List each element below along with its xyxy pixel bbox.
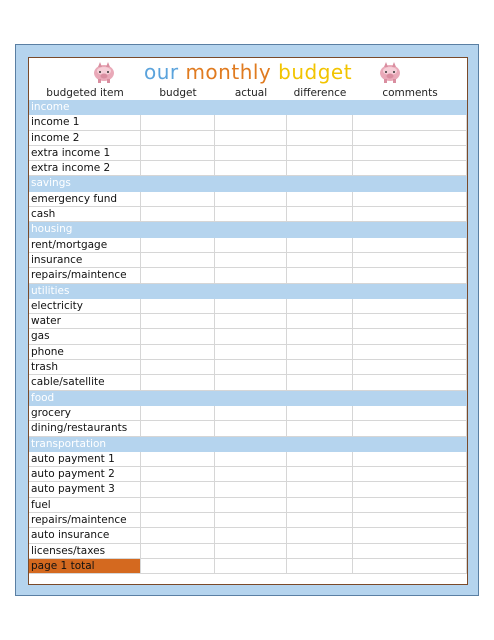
actual-cell xyxy=(215,192,287,206)
budget-cell xyxy=(141,437,215,451)
comments-cell xyxy=(353,207,467,221)
budget-cell xyxy=(141,131,215,145)
category-row xyxy=(29,437,467,452)
comments-cell xyxy=(353,544,467,558)
actual-cell xyxy=(215,559,287,573)
item-label: extra income 2 xyxy=(29,161,141,175)
actual-cell xyxy=(215,467,287,481)
actual-cell xyxy=(215,544,287,558)
table-row xyxy=(29,115,467,130)
item-label: phone xyxy=(29,345,141,359)
budget-cell xyxy=(141,192,215,206)
item-label: auto insurance xyxy=(29,528,141,542)
column-header-difference: difference xyxy=(293,87,347,99)
comments-cell xyxy=(353,268,467,282)
table-row xyxy=(29,498,467,513)
comments-cell xyxy=(353,406,467,420)
item-label: page 1 total xyxy=(29,559,141,573)
budget-cell xyxy=(141,482,215,496)
difference-cell xyxy=(287,421,353,435)
difference-cell xyxy=(287,161,353,175)
table-row xyxy=(29,345,467,360)
budget-cell xyxy=(141,375,215,389)
item-label: income 2 xyxy=(29,131,141,145)
item-label: income 1 xyxy=(29,115,141,129)
difference-cell xyxy=(287,314,353,328)
category-row xyxy=(29,284,467,299)
difference-cell xyxy=(287,238,353,252)
table-row xyxy=(29,467,467,482)
category-row xyxy=(29,391,467,406)
difference-cell xyxy=(287,329,353,343)
difference-cell xyxy=(287,345,353,359)
column-header-row xyxy=(29,86,467,101)
item-label: grocery xyxy=(29,406,141,420)
category-label: food xyxy=(31,391,55,404)
item-label: water xyxy=(29,314,141,328)
difference-cell xyxy=(287,115,353,129)
difference-cell xyxy=(287,544,353,558)
difference-cell xyxy=(287,100,353,114)
actual-cell xyxy=(215,238,287,252)
comments-cell xyxy=(353,528,467,542)
budget-cell xyxy=(141,161,215,175)
item-label: repairs/maintence xyxy=(29,268,141,282)
budget-cell xyxy=(141,513,215,527)
item-label: electricity xyxy=(29,299,141,313)
difference-cell xyxy=(287,299,353,313)
column-header-comments: comments xyxy=(382,87,438,99)
budget-sheet xyxy=(28,57,468,585)
actual-cell xyxy=(215,115,287,129)
budget-cell xyxy=(141,115,215,129)
table-row xyxy=(29,268,467,283)
budget-cell xyxy=(141,391,215,405)
comments-cell xyxy=(353,513,467,527)
budget-cell xyxy=(141,544,215,558)
difference-cell xyxy=(287,559,353,573)
item-label: trash xyxy=(29,360,141,374)
item-label: cable/satellite xyxy=(29,375,141,389)
actual-cell xyxy=(215,146,287,160)
item-label: extra income 1 xyxy=(29,146,141,160)
comments-cell xyxy=(353,161,467,175)
comments-cell xyxy=(353,299,467,313)
comments-cell xyxy=(353,284,467,298)
table-row xyxy=(29,299,467,314)
item-label: gas xyxy=(29,329,141,343)
difference-cell xyxy=(287,452,353,466)
budget-cell xyxy=(141,299,215,313)
comments-cell xyxy=(353,222,467,236)
difference-cell xyxy=(287,406,353,420)
category-label: utilities xyxy=(31,284,70,297)
table-row xyxy=(29,406,467,421)
budget-cell xyxy=(141,207,215,221)
category-row xyxy=(29,176,467,191)
comments-cell xyxy=(353,482,467,496)
difference-cell xyxy=(287,482,353,496)
comments-cell xyxy=(353,238,467,252)
actual-cell xyxy=(215,498,287,512)
difference-cell xyxy=(287,498,353,512)
comments-cell xyxy=(353,391,467,405)
actual-cell xyxy=(215,268,287,282)
column-header-item: budgeted item xyxy=(46,87,124,99)
table-row xyxy=(29,238,467,253)
category-row xyxy=(29,222,467,237)
budget-cell xyxy=(141,222,215,236)
difference-cell xyxy=(287,391,353,405)
difference-cell xyxy=(287,528,353,542)
budget-cell xyxy=(141,253,215,267)
column-header-budget: budget xyxy=(159,87,197,99)
budget-cell xyxy=(141,284,215,298)
budget-cell xyxy=(141,406,215,420)
table-row xyxy=(29,161,467,176)
table-row xyxy=(29,482,467,497)
table-row xyxy=(29,421,467,436)
actual-cell xyxy=(215,329,287,343)
title-part: our xyxy=(143,60,179,84)
piggy-bank-icon xyxy=(377,61,403,83)
comments-cell xyxy=(353,452,467,466)
category-row xyxy=(29,100,467,115)
item-label: cash xyxy=(29,207,141,221)
budget-cell xyxy=(141,498,215,512)
table-row xyxy=(29,513,467,528)
comments-cell xyxy=(353,131,467,145)
actual-cell xyxy=(215,161,287,175)
budget-cell xyxy=(141,329,215,343)
comments-cell xyxy=(353,329,467,343)
category-label: income xyxy=(31,101,70,113)
table-row xyxy=(29,360,467,375)
actual-cell xyxy=(215,176,287,190)
difference-cell xyxy=(287,513,353,527)
comments-cell xyxy=(353,146,467,160)
comments-cell xyxy=(353,421,467,435)
comments-cell xyxy=(353,375,467,389)
item-label: insurance xyxy=(29,253,141,267)
difference-cell xyxy=(287,437,353,451)
actual-cell xyxy=(215,391,287,405)
difference-cell xyxy=(287,253,353,267)
table-row xyxy=(29,452,467,467)
difference-cell xyxy=(287,207,353,221)
actual-cell xyxy=(215,513,287,527)
comments-cell xyxy=(353,115,467,129)
difference-cell xyxy=(287,176,353,190)
budget-cell xyxy=(141,452,215,466)
actual-cell xyxy=(215,482,287,496)
item-label: dining/restaurants xyxy=(29,421,141,435)
actual-cell xyxy=(215,253,287,267)
budget-cell xyxy=(141,314,215,328)
category-label: housing xyxy=(31,223,73,236)
comments-cell xyxy=(353,176,467,190)
table-row xyxy=(29,528,467,543)
comments-cell xyxy=(353,437,467,451)
title-part: budget xyxy=(271,60,353,84)
comments-cell xyxy=(353,498,467,512)
table-row xyxy=(29,329,467,344)
actual-cell xyxy=(215,131,287,145)
budget-cell xyxy=(141,528,215,542)
budget-cell xyxy=(141,345,215,359)
actual-cell xyxy=(215,421,287,435)
comments-cell xyxy=(353,192,467,206)
actual-cell xyxy=(215,314,287,328)
difference-cell xyxy=(287,375,353,389)
budget-table xyxy=(29,100,467,574)
difference-cell xyxy=(287,360,353,374)
table-row xyxy=(29,192,467,207)
comments-cell xyxy=(353,100,467,114)
difference-cell xyxy=(287,268,353,282)
table-row xyxy=(29,131,467,146)
budget-cell xyxy=(141,559,215,573)
actual-cell xyxy=(215,452,287,466)
item-label: rent/mortgage xyxy=(29,238,141,252)
table-row xyxy=(29,375,467,390)
title-row xyxy=(29,58,467,86)
title-part: monthly xyxy=(178,60,272,84)
difference-cell xyxy=(287,222,353,236)
item-label: repairs/maintence xyxy=(29,513,141,527)
actual-cell xyxy=(215,360,287,374)
actual-cell xyxy=(215,222,287,236)
total-row xyxy=(29,559,467,574)
actual-cell xyxy=(215,528,287,542)
table-row xyxy=(29,253,467,268)
item-label: auto payment 1 xyxy=(29,452,141,466)
budget-cell xyxy=(141,146,215,160)
comments-cell xyxy=(353,559,467,573)
item-label: fuel xyxy=(29,498,141,512)
budget-cell xyxy=(141,421,215,435)
budget-cell xyxy=(141,360,215,374)
comments-cell xyxy=(353,467,467,481)
table-row xyxy=(29,207,467,222)
comments-cell xyxy=(353,253,467,267)
actual-cell xyxy=(215,375,287,389)
table-row xyxy=(29,544,467,559)
table-row xyxy=(29,314,467,329)
table-row xyxy=(29,146,467,161)
budget-cell xyxy=(141,100,215,114)
budget-cell xyxy=(141,238,215,252)
difference-cell xyxy=(287,146,353,160)
difference-cell xyxy=(287,467,353,481)
actual-cell xyxy=(215,284,287,298)
actual-cell xyxy=(215,299,287,313)
item-label: licenses/taxes xyxy=(29,544,141,558)
budget-cell xyxy=(141,467,215,481)
comments-cell xyxy=(353,314,467,328)
budget-cell xyxy=(141,268,215,282)
actual-cell xyxy=(215,345,287,359)
difference-cell xyxy=(287,192,353,206)
category-label: savings xyxy=(31,177,71,190)
actual-cell xyxy=(215,437,287,451)
actual-cell xyxy=(215,207,287,221)
budget-cell xyxy=(141,176,215,190)
difference-cell xyxy=(287,284,353,298)
comments-cell xyxy=(353,360,467,374)
category-label: transportation xyxy=(31,437,107,450)
item-label: auto payment 2 xyxy=(29,467,141,481)
item-label: emergency fund xyxy=(29,192,141,206)
difference-cell xyxy=(287,131,353,145)
actual-cell xyxy=(215,406,287,420)
item-label: auto payment 3 xyxy=(29,482,141,496)
comments-cell xyxy=(353,345,467,359)
actual-cell xyxy=(215,100,287,114)
column-header-actual: actual xyxy=(234,87,268,99)
